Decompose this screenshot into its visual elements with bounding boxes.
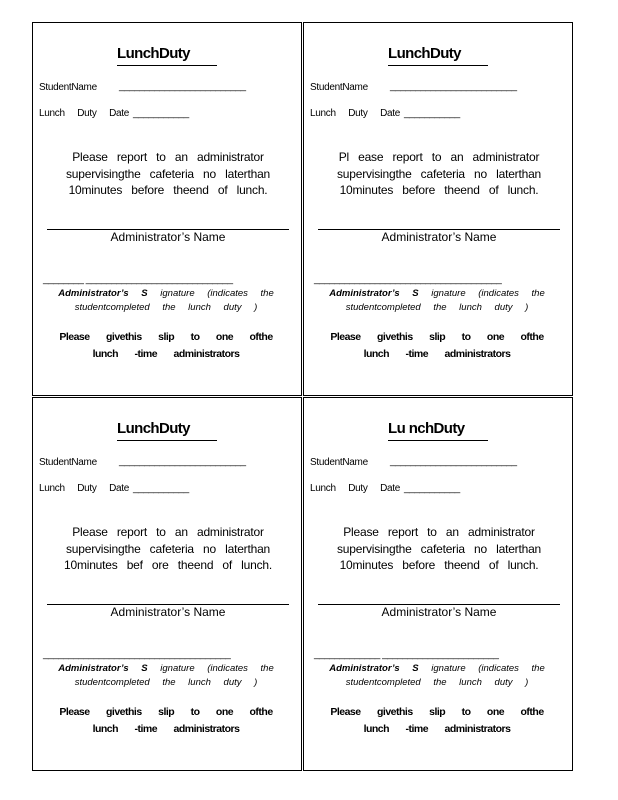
date-field: ___________	[404, 108, 460, 119]
slip-title: Lu nchDuty	[388, 420, 465, 437]
date-label: Lunch Duty Date	[39, 108, 129, 119]
date-field: ___________	[133, 483, 189, 494]
signature-line: _____________________________________	[43, 649, 231, 660]
signature-note: ignature (indicates the studentcompleted the lunch duty )	[74, 288, 274, 313]
signature-label: Administrator’s S	[329, 663, 419, 674]
title-underline	[117, 65, 217, 66]
signature-label: Administrator’s S	[58, 288, 148, 299]
signature-caption	[322, 662, 552, 690]
admin-name-label: Administrator’s Name	[110, 230, 226, 244]
admin-name-label: Administrator’s Name	[381, 230, 497, 244]
signature-caption	[51, 287, 281, 315]
student-name-field: _________________________	[390, 456, 517, 467]
signature-note: ignature (indicates the studentcompleted the lunch duty )	[74, 663, 274, 688]
signature-label: Administrator’s S	[329, 288, 419, 299]
signature-line: _____________________________________	[314, 274, 502, 285]
give-note: Please givethis slip to one ofthe lunch -time administrators	[59, 706, 273, 735]
slip-title: LunchDuty	[117, 45, 190, 62]
signature-caption	[322, 287, 552, 315]
student-name-label: StudentName	[310, 82, 368, 93]
title-underline	[117, 440, 217, 441]
date-label: Lunch Duty Date	[39, 483, 129, 494]
date-field: ___________	[133, 108, 189, 119]
admin-name-label: Administrator’s Name	[110, 605, 226, 619]
signature-note: ignature (indicates the studentcompleted the lunch duty )	[345, 663, 545, 688]
signature-caption	[51, 662, 281, 690]
give-note: Please givethis slip to one ofthe lunch -time administrators	[59, 331, 273, 360]
signature-line: ________ _____________________________	[43, 274, 233, 285]
slip-title: LunchDuty	[117, 420, 190, 437]
instruction-text: Please report to an administrator supervisingthe cafeteria no laterthan 10minutes bef ore theend of lunch.	[64, 525, 272, 572]
lunch-duty-slip	[32, 22, 302, 396]
admin-name-label: Administrator’s Name	[381, 605, 497, 619]
date-label: Lunch Duty Date	[310, 483, 400, 494]
date-label: Lunch Duty Date	[310, 108, 400, 119]
lunch-duty-slip	[32, 397, 302, 771]
lunch-duty-slip	[303, 397, 573, 771]
signature-note: ignature (indicates the studentcompleted the lunch duty )	[345, 288, 545, 313]
date-field: ___________	[404, 483, 460, 494]
give-note: Please givethis slip to one ofthe lunch -time administrators	[330, 331, 544, 360]
instruction-text: Please report to an administrator supervisingthe cafeteria no laterthan 10minutes before theend of lunch.	[336, 525, 542, 572]
slip-title: LunchDuty	[388, 45, 461, 62]
signature-line: _____________ _______________________	[314, 649, 499, 660]
student-name-field: _________________________	[119, 456, 246, 467]
give-note: Please givethis slip to one ofthe lunch -time administrators	[330, 706, 544, 735]
signature-label: Administrator’s S	[58, 663, 148, 674]
student-name-label: StudentName	[39, 457, 97, 468]
student-name-field: _________________________	[390, 81, 517, 92]
title-underline	[388, 65, 488, 66]
student-name-label: StudentName	[39, 82, 97, 93]
student-name-label: StudentName	[310, 457, 368, 468]
instruction-text: Pl ease report to an administrator supervisingthe cafeteria no laterthan 10minutes before theend of lunch.	[336, 150, 542, 197]
instruction-text: Please report to an administrator supervisingthe cafeteria no laterthan 10minutes before theend of lunch.	[65, 150, 271, 197]
student-name-field: _________________________	[119, 81, 246, 92]
lunch-duty-slip	[303, 22, 573, 396]
title-underline	[388, 440, 488, 441]
